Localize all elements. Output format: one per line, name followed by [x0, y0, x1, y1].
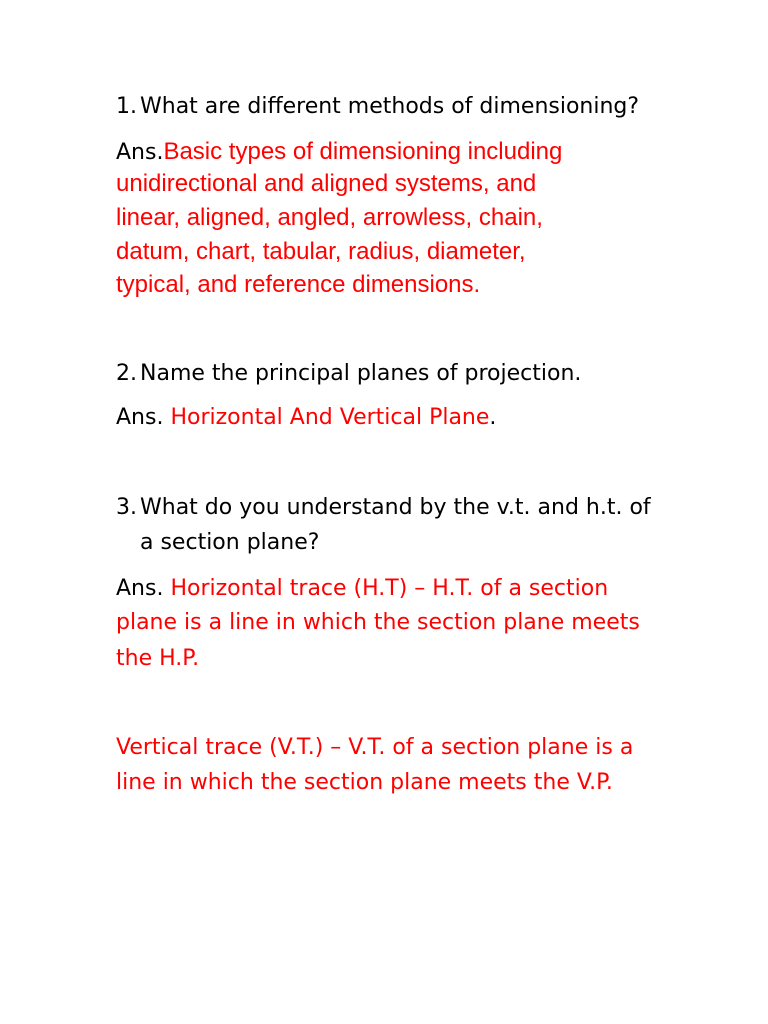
answer-1-line-4: datum, chart, tabular, radius, diameter,	[116, 238, 526, 265]
question-2	[116, 359, 581, 389]
answer-2-label: Ans.	[116, 405, 164, 430]
answer-1-line-2: unidirectional and aligned systems, and	[116, 170, 537, 197]
answer-1-line-3: linear, aligned, angled, arrowless, chain,	[116, 204, 543, 231]
question-3-text-line-1: What do you understand by the v.t. and h.t. of	[140, 495, 651, 520]
vertical-trace-line-1: Vertical trace (V.T.) – V.T. of a section plane is a	[116, 735, 634, 760]
question-3	[116, 493, 651, 523]
answer-1-line-5: typical, and reference dimensions.	[116, 271, 481, 298]
answer-2-text: Horizontal And Vertical Plane	[170, 405, 490, 430]
question-3-text-line-2: a section plane?	[140, 530, 320, 555]
answer-3-line-3: the H.P.	[116, 646, 200, 671]
answer-2	[116, 403, 496, 433]
question-1-number: 1.	[116, 94, 137, 119]
question-3-number: 3.	[116, 495, 137, 520]
answer-2-period: .	[489, 405, 497, 430]
question-2-text: Name the principal planes of projection.	[140, 361, 582, 386]
answer-3-line-2: plane is a line in which the section plane meets	[116, 610, 640, 635]
vertical-trace-line-2: line in which the section plane meets the V.P.	[116, 770, 613, 795]
answer-3-label: Ans.	[116, 576, 164, 601]
question-1-text: What are different methods of dimensioning?	[140, 94, 640, 119]
question-2-number: 2.	[116, 361, 137, 386]
answer-1-label: Ans.	[116, 140, 164, 165]
answer-1-first-line	[116, 135, 562, 169]
answer-3-line-1: Horizontal trace (H.T) – H.T. of a section	[170, 576, 609, 601]
answer-1-line-1: Basic types of dimensioning including	[163, 138, 563, 165]
answer-3-first-line	[116, 574, 608, 604]
question-1	[116, 92, 639, 122]
